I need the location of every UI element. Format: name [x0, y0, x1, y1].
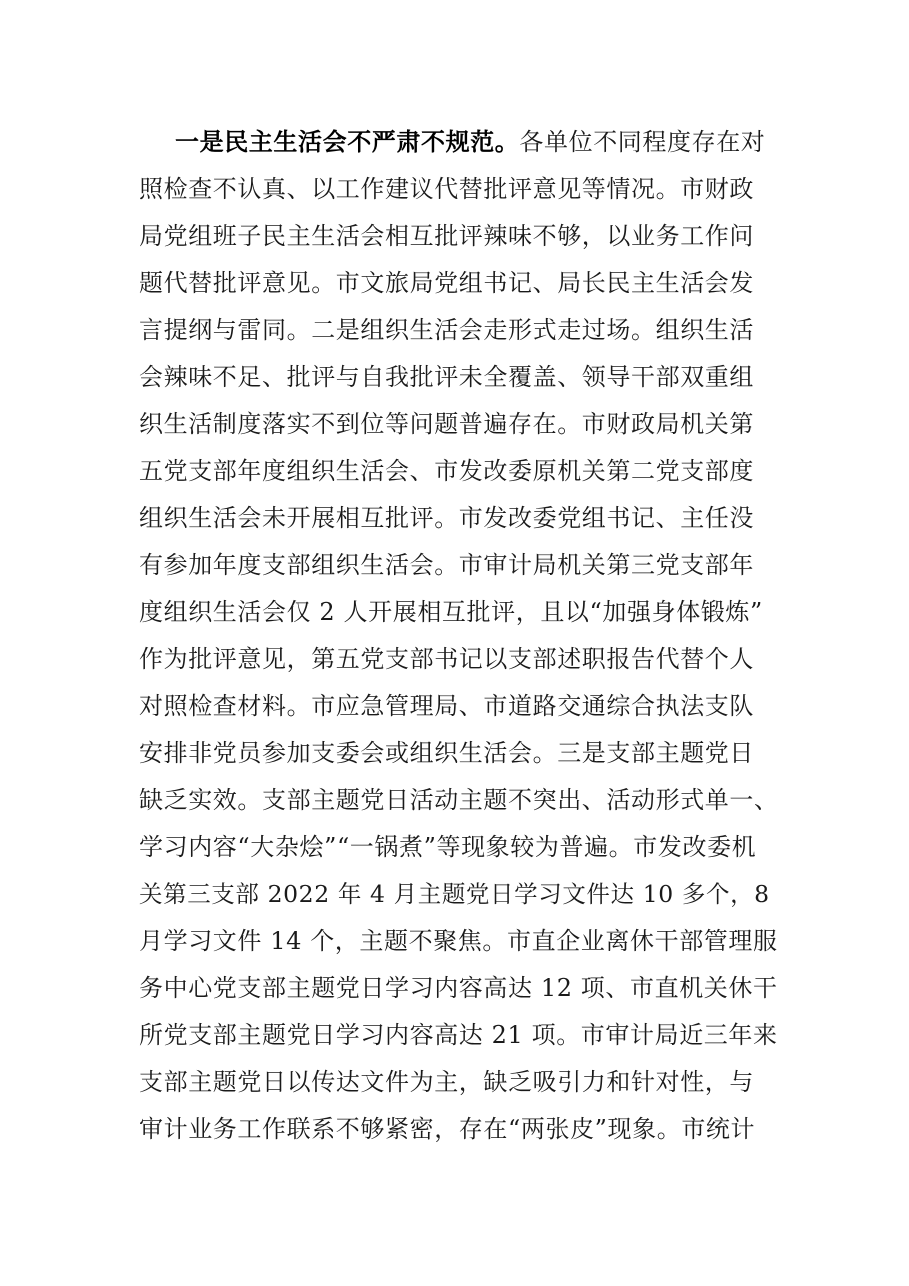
paragraph-line: 作为批评意见，第五党支部书记以支部述职报告代替个人 — [139, 645, 754, 673]
paragraph-line: 所党支部主题党日学习内容高达 21 项。市审计局近三年来 — [139, 1021, 778, 1049]
paragraph-line: 支部主题党日以传达文件为主，缺乏吸引力和针对性，与 — [139, 1068, 754, 1096]
line-text: 各单位不同程度存在对 — [519, 128, 766, 156]
paragraph-line: 组织生活会未开展相互批评。市发改委党组书记、主任没 — [139, 504, 754, 532]
paragraph-line: 照检查不认真、以工作建议代替批评意见等情况。市财政 — [139, 175, 754, 203]
paragraph-line: 度组织生活会仅 2 人开展相互批评，且以“加强身体锻炼” — [139, 598, 763, 626]
paragraph-line: 题代替批评意见。市文旅局党组书记、局长民主生活会发 — [139, 269, 754, 297]
paragraph-line: 言提纲与雷同。二是组织生活会走形式走过场。组织生活 — [139, 316, 754, 344]
paragraph-line: 务中心党支部主题党日学习内容高达 12 项、市直机关休干 — [139, 974, 778, 1002]
body-paragraph — [139, 119, 779, 1153]
paragraph-line: 局党组班子民主生活会相互批评辣味不够，以业务工作问 — [139, 222, 754, 250]
paragraph-line: 学习内容“大杂烩”“一锅煮”等现象较为普遍。市发改委机 — [139, 833, 757, 861]
paragraph-line: 关第三支部 2022 年 4 月主题党日学习文件达 10 多个，8 — [139, 880, 770, 908]
paragraph-line-1 — [139, 119, 779, 166]
paragraph-line: 织生活制度落实不到位等问题普遍存在。市财政局机关第 — [139, 410, 754, 438]
paragraph-line: 审计业务工作联系不够紧密，存在“两张皮”现象。市统计 — [139, 1115, 756, 1143]
paragraph-line: 对照检查材料。市应急管理局、市道路交通综合执法支队 — [139, 692, 754, 720]
paragraph-line: 有参加年度支部组织生活会。市审计局机关第三党支部年 — [139, 551, 754, 579]
paragraph-line: 安排非党员参加支委会或组织生活会。三是支部主题党日 — [139, 739, 754, 767]
paragraph-line: 五党支部年度组织生活会、市发改委原机关第二党支部度 — [139, 457, 754, 485]
lead-heading: 一是民主生活会不严肃不规范。 — [175, 128, 520, 156]
paragraph-line: 缺乏实效。支部主题党日活动主题不突出、活动形式单一、 — [139, 786, 779, 814]
paragraph-line: 会辣味不足、批评与自我批评未全覆盖、领导干部双重组 — [139, 363, 754, 391]
paragraph-line: 月学习文件 14 个，主题不聚焦。市直企业离休干部管理服 — [139, 927, 778, 955]
